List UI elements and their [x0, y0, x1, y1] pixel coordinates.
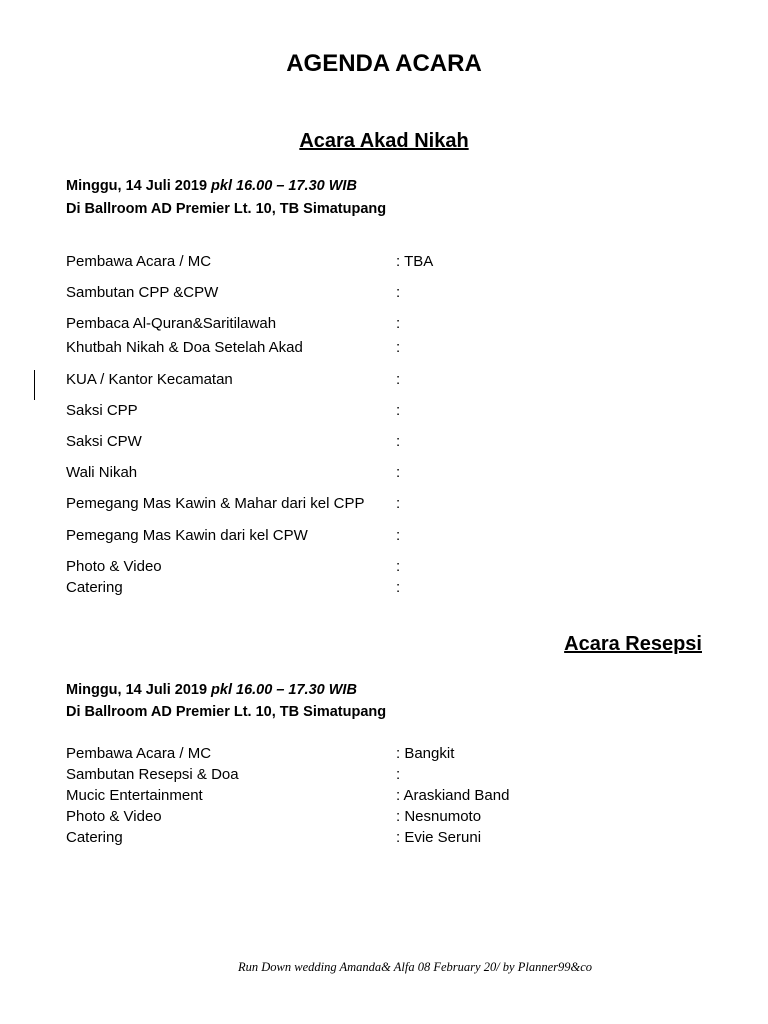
akad-row-value: : [396, 315, 401, 332]
resepsi-row-value: : Nesnumoto [396, 808, 482, 825]
akad-row-label: Photo & Video [66, 558, 162, 575]
akad-row-value: : [396, 339, 401, 356]
akad-row-value: : [396, 402, 401, 419]
resepsi-row-label: Photo & Video [66, 808, 162, 825]
resepsi-time: pkl 16.00 – 17.30 WIB [211, 682, 357, 698]
akad-row-label: Pembaca Al-Quran&Saritilawah [66, 315, 277, 332]
text-cursor [34, 370, 35, 400]
resepsi-row-value: : [396, 766, 401, 783]
page-title: AGENDA ACARA [286, 50, 482, 77]
akad-row-label: Catering [66, 579, 123, 596]
akad-row-value: : [396, 579, 401, 596]
resepsi-row-value: : Araskiand Band [396, 787, 510, 804]
akad-row-label: Pembawa Acara / MC [66, 253, 212, 270]
resepsi-row-value: : Bangkit [396, 745, 455, 762]
resepsi-row-value: : Evie Seruni [396, 829, 482, 846]
akad-row-value: : [396, 527, 401, 544]
akad-row-label: KUA / Kantor Kecamatan [66, 371, 233, 388]
akad-row-value: : [396, 464, 401, 481]
resepsi-date-line [66, 682, 357, 698]
akad-venue: Di Ballroom AD Premier Lt. 10, TB Simatupang [66, 201, 387, 217]
akad-row-label: Pemegang Mas Kawin & Mahar dari kel CPP [66, 495, 365, 512]
page-footer: Run Down wedding Amanda& Alfa 08 February 20/ by Planner99&co [238, 960, 593, 974]
akad-date-line [66, 178, 357, 194]
resepsi-date: Minggu, 14 Juli 2019 [66, 682, 212, 698]
resepsi-row-label: Mucic Entertainment [66, 787, 203, 804]
akad-row-label: Khutbah Nikah & Doa Setelah Akad [66, 339, 303, 356]
resepsi-venue: Di Ballroom AD Premier Lt. 10, TB Simatupang [66, 704, 387, 720]
akad-row-label: Wali Nikah [66, 464, 138, 481]
akad-time: pkl 16.00 – 17.30 WIB [211, 178, 357, 194]
resepsi-row-label: Sambutan Resepsi & Doa [66, 766, 239, 783]
akad-row-value: : [396, 284, 401, 301]
akad-row-value: : [396, 558, 401, 575]
akad-row-label: Pemegang Mas Kawin dari kel CPW [66, 527, 308, 544]
section-heading-akad: Acara Akad Nikah [299, 130, 469, 152]
section-heading-resepsi: Acara Resepsi [564, 633, 702, 655]
akad-row-value: : TBA [396, 253, 434, 270]
resepsi-row-label: Pembawa Acara / MC [66, 745, 212, 762]
akad-row-value: : [396, 371, 401, 388]
akad-row-value: : [396, 433, 401, 450]
akad-date: Minggu, 14 Juli 2019 [66, 178, 212, 194]
akad-row-label: Saksi CPW [66, 433, 142, 450]
akad-row-label: Saksi CPP [66, 402, 138, 419]
resepsi-row-label: Catering [66, 829, 123, 846]
akad-row-value: : [396, 495, 401, 512]
akad-row-label: Sambutan CPP &CPW [66, 284, 219, 301]
